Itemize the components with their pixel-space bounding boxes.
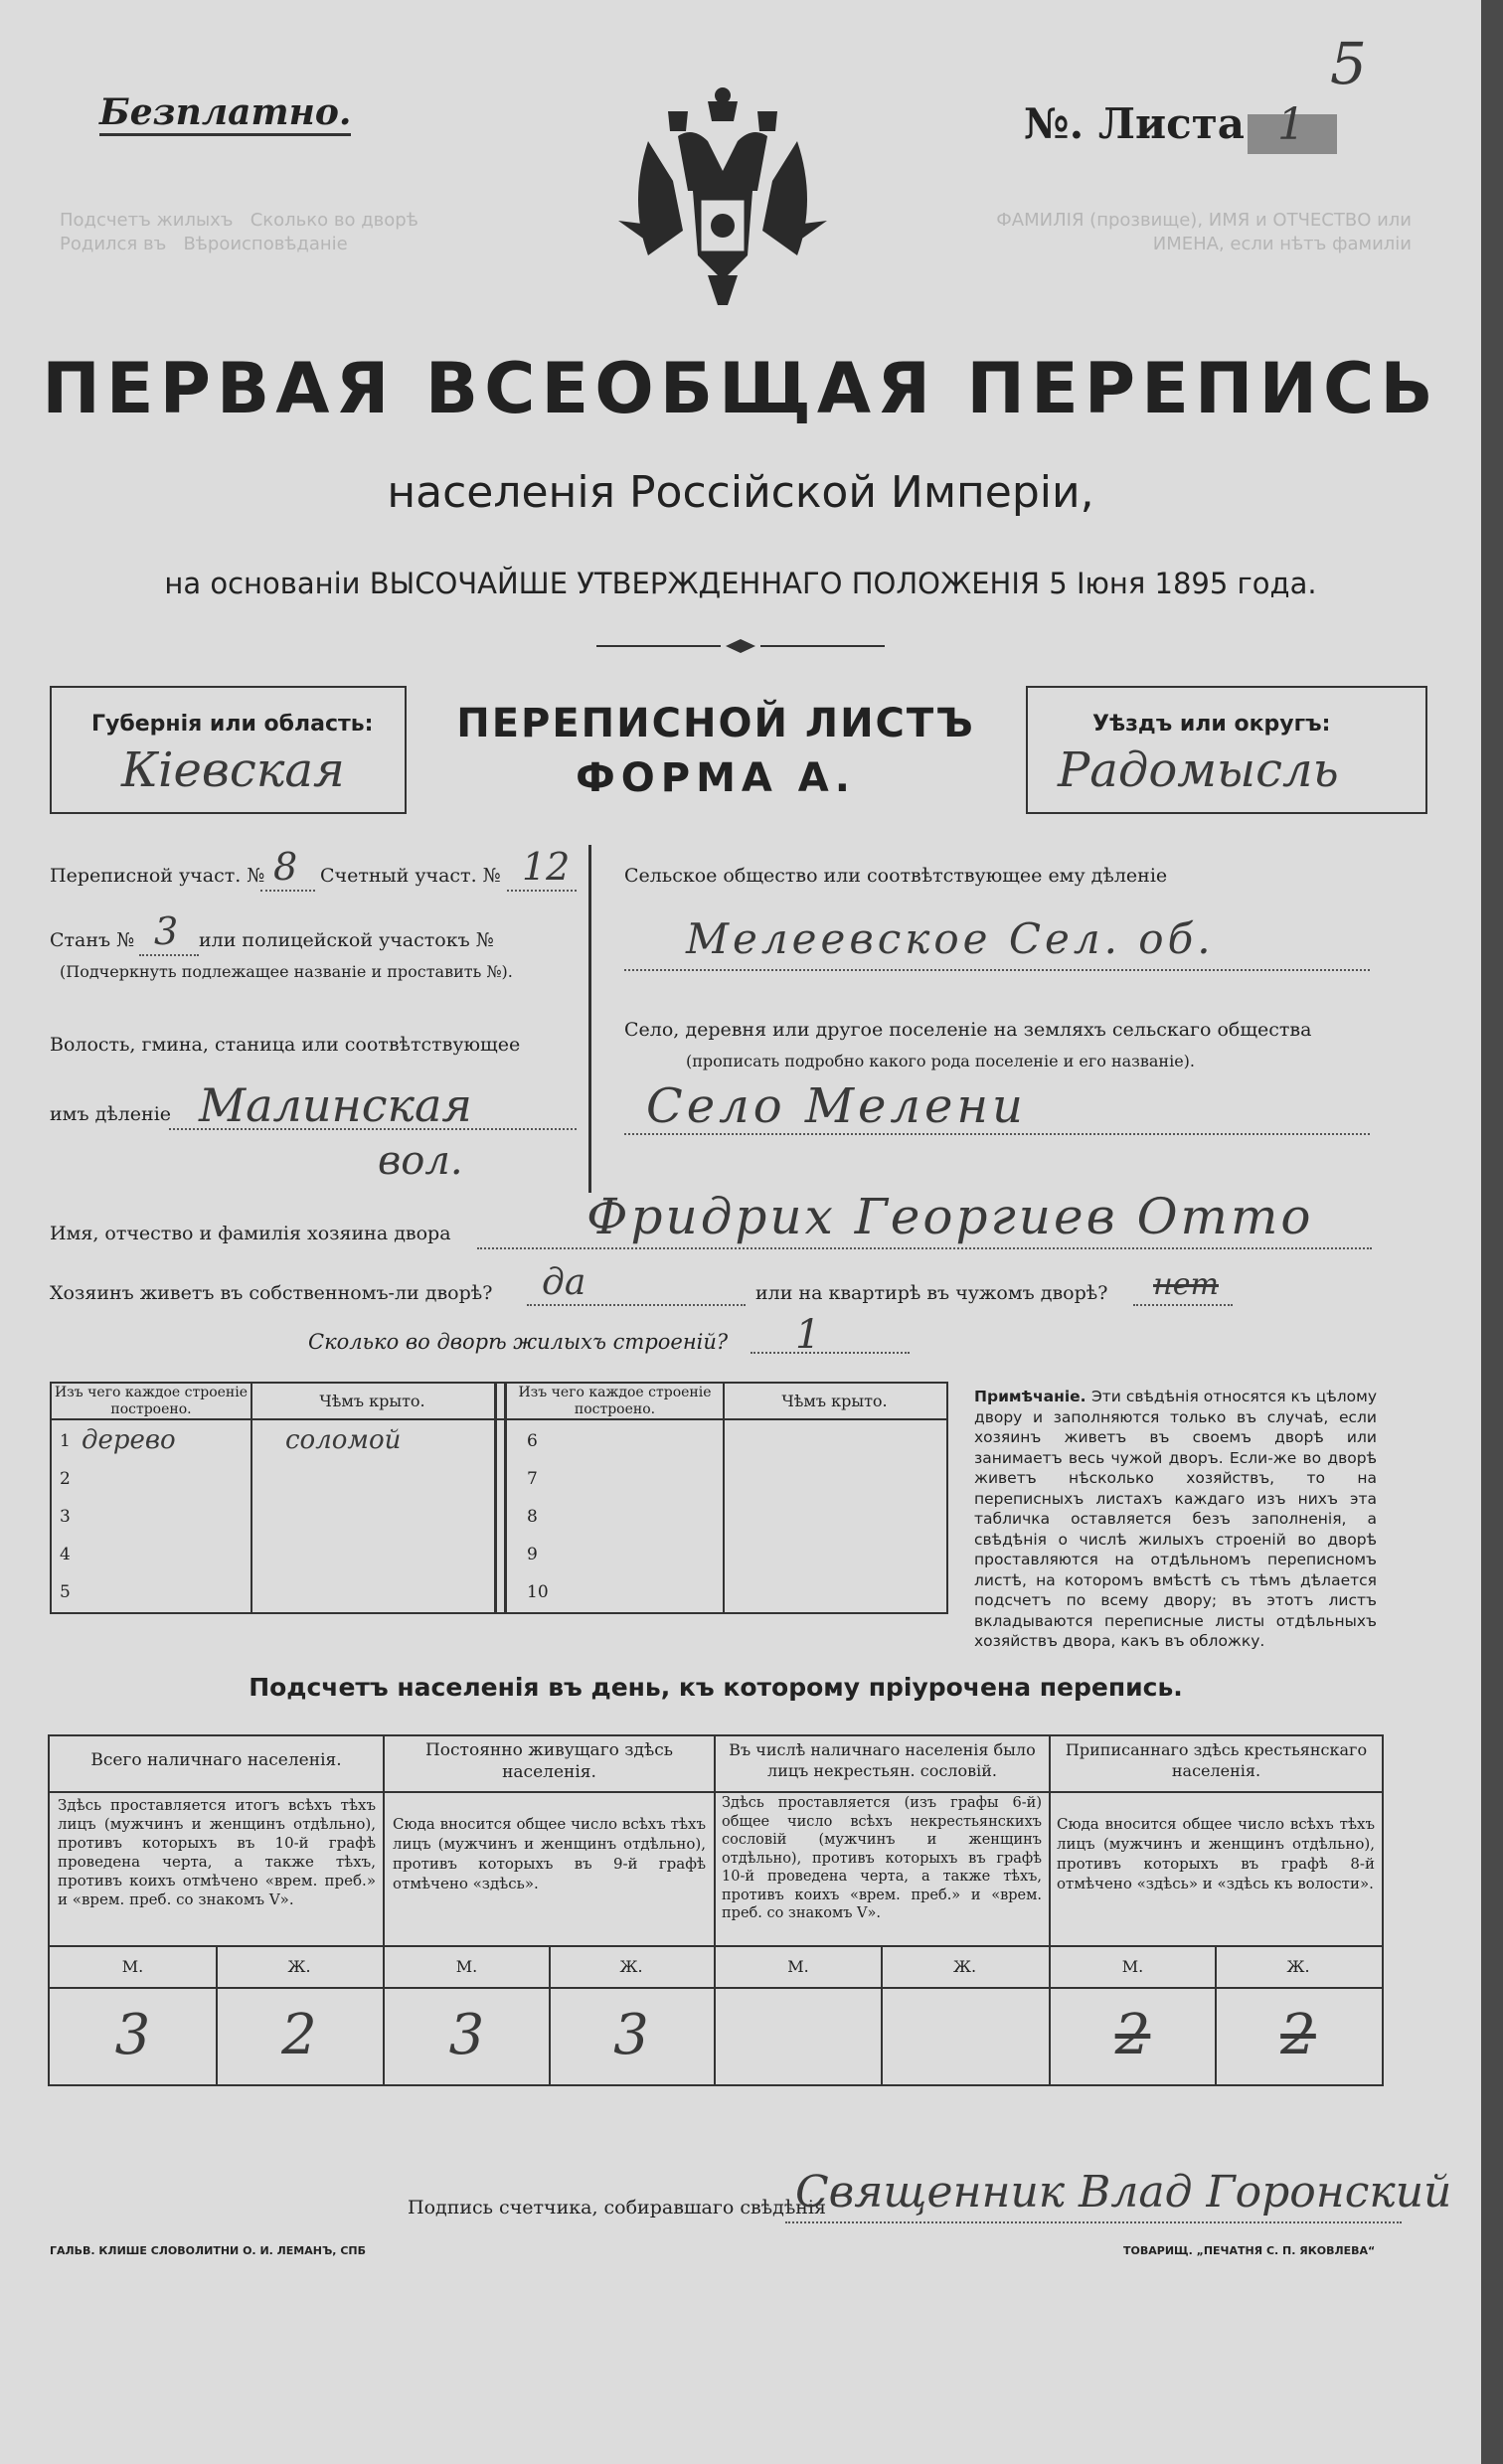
free-label: Безплатно. (99, 91, 351, 136)
pop-col3-title: Въ числѣ наличнаго населенія было лицъ некрестьян. сословій. (729, 1740, 1036, 1780)
pop-col1-m-value: 3 (114, 2003, 151, 2067)
imperial-eagle-emblem (608, 82, 837, 310)
pop-col2-m-label: М. (455, 1957, 478, 1976)
province-label: Губернія или область: (91, 712, 374, 737)
volost-value-2: вол. (378, 1138, 463, 1184)
village-note: (прописать подробно какого рода поселеніе и его названіе). (686, 1052, 1195, 1070)
form-subtitle: ФОРМА А. (576, 755, 856, 801)
pop-col4-title: Приписаннаго здѣсь крестьянскаго населенія. (1065, 1740, 1368, 1780)
column-divider (588, 845, 591, 1193)
main-title: ПЕРВАЯ ВСЕОБЩАЯ ПЕРЕПИСЬ (42, 348, 1439, 429)
count-section-label: Счетный участ. № (320, 865, 501, 887)
note-block (974, 1387, 1377, 1652)
sheet-number-value: 1 (1277, 99, 1305, 150)
pop-col3-desc: Здѣсь проставляется (изъ графы 6-й) общее число всѣхъ некрестьянскихъ сословій (мужчинъ и женщинъ отдѣльно), противъ которыхъ въ графѣ 10-й проведена черта, а также тѣхъ, противъ коихъ «врем. преб.» и «врем. преб. со знакомъ V». (722, 1795, 1042, 1921)
pop-col1-title: Всего наличнаго населенія. (90, 1750, 342, 1770)
legal-basis: на основаніи ВЫСОЧАЙШЕ УТВЕРЖДЕННАГО ПОЛОЖЕНІЯ 5 Іюня 1895 года. (164, 567, 1317, 600)
pop-col2-f-label: Ж. (619, 1957, 643, 1976)
stan-suffix: или полицейской участокъ № (199, 929, 494, 951)
table-row: 5 (60, 1582, 71, 1602)
form-title: ПЕРЕПИСНОЙ ЛИСТЪ (456, 701, 975, 746)
pop-col3-f-label: Ж. (952, 1957, 977, 1976)
pop-col2-m-value: 3 (448, 2003, 485, 2067)
population-table (48, 1734, 1384, 2086)
table-row: 10 (527, 1582, 549, 1602)
signature-label: Подпись счетчика, собиравшаго свѣдѣнія (408, 2197, 826, 2218)
stan-note: (Подчеркнуть подлежащее названіе и проставить №). (60, 962, 513, 981)
note-heading: Примѣчаніе. (974, 1388, 1086, 1405)
pop-col3-m-label: М. (787, 1957, 809, 1976)
district-label: Уѣздъ или округъ: (1092, 712, 1331, 737)
pop-col1-f-value: 2 (281, 2003, 317, 2067)
buildings-value: 1 (795, 1312, 821, 1358)
bleed-through-text: Подсчетъ жилыхъ Сколько во дворѣ Родился въ Вѣроисповѣданіе (60, 210, 430, 254)
table-row: 7 (527, 1469, 538, 1489)
buildings-rows-right (507, 1423, 946, 1612)
buildings-header-roof-2: Чѣмъ крыто. (781, 1392, 888, 1410)
rent-value: нет (1153, 1267, 1219, 1302)
district-box (1026, 686, 1427, 814)
society-value: Мелеевское Сел. об. (686, 914, 1215, 963)
table-row: 1 дерево соломой (60, 1425, 402, 1455)
page-edge (1481, 0, 1503, 2464)
pop-col4-f-value: 2 (1280, 2003, 1316, 2067)
own-yard-value: да (542, 1262, 586, 1303)
stan-value: 3 (154, 909, 179, 953)
roof-cell: соломой (285, 1425, 402, 1455)
pop-col4-desc: Сюда вносится общее число всѣхъ тѣхъ лицъ (мужчинъ и женщинъ отдѣльно), противъ которыхъ въ графѣ 8-й отмѣчено «здѣсь» и «здѣсь къ волости». (1057, 1815, 1375, 1892)
buildings-header-roof: Чѣмъ крыто. (319, 1392, 425, 1410)
pop-col2-desc: Сюда вносится общее число всѣхъ тѣхъ лицъ (мужчинъ и женщинъ отдѣльно), противъ которыхъ въ 9-й графѣ отмѣчено «здѣсь». (393, 1815, 706, 1892)
buildings-header-material-2: Изъ чего каждое строеніе построено. (518, 1385, 712, 1417)
table-row: 8 (527, 1507, 538, 1527)
own-yard-label: Хозяинъ живетъ въ собственномъ-ли дворѣ? (50, 1282, 493, 1304)
pop-col4-m-value: 2 (1114, 2003, 1151, 2067)
footer-left: ГАЛЬВ. КЛИШЕ СЛОВОЛИТНИ О. И. ЛЕМАНЪ, СПБ (50, 2244, 366, 2257)
corner-number: 5 (1330, 30, 1367, 97)
note-text: Эти свѣдѣнія относятся къ цѣлому двору и заполняются только въ случаѣ, если хозяинъ живетъ въ своемъ дворѣ или занимаетъ весь чужой дворъ. Если-же во дворѣ живетъ нѣсколько хозяйствъ, то на переписныхъ листахъ каждаго изъ нихъ эта табличка оставляется безъ заполненія, а свѣдѣнія о числѣ жилыхъ строеній во дворѣ проставляются на отдѣльномъ переписномъ листѣ, на которомъ вмѣстѣ съ тѣмъ дѣлается подсчетъ по всему двору; въ этотъ листъ вкладываются переписные листы отдѣльныхъ хозяйствъ двора, какъ въ обложку. (974, 1388, 1377, 1650)
footer-right: ТОВАРИЩ. „ПЕЧАТНЯ С. П. ЯКОВЛЕВА“ (1123, 2244, 1376, 2257)
count-section-value: 12 (522, 845, 571, 889)
volost-label: Волость, гмина, станица или соотвѣтствующее (50, 1034, 521, 1056)
buildings-table (50, 1382, 948, 1614)
pop-col1-m-label: М. (121, 1957, 144, 1976)
village-label: Село, деревня или другое поселеніе на земляхъ сельскаго общества (624, 1019, 1312, 1041)
signature-value: Священник Влад Горонский (795, 2167, 1452, 2218)
pop-col2-title: Постоянно живущаго здѣсь населенія. (424, 1740, 674, 1782)
society-label: Сельское общество или соотвѣтствующее ему дѣленіе (624, 865, 1168, 887)
population-heading: Подсчетъ населенія въ день, къ которому пріурочена перепись. (249, 1673, 1183, 1702)
volost-value: Малинская (199, 1078, 472, 1132)
village-value: Село Мелени (646, 1078, 1027, 1134)
district-value: Радомысль (1058, 742, 1339, 798)
table-row: 4 (60, 1545, 71, 1564)
table-row: 9 (527, 1545, 538, 1564)
buildings-label: Сколько во дворѣ жилыхъ строеній? (308, 1330, 729, 1354)
owner-name-label: Имя, отчество и фамилія хозяина двора (50, 1223, 451, 1244)
table-row: 6 (527, 1431, 538, 1451)
rent-label: или на квартирѣ въ чужомъ дворѣ? (755, 1282, 1108, 1304)
buildings-rows-left (52, 1423, 494, 1612)
census-section-label: Переписной участ. № (50, 865, 265, 887)
table-row: 2 (60, 1469, 71, 1489)
census-section-value: 8 (273, 845, 298, 889)
pop-col2-f-value: 3 (613, 2003, 649, 2067)
sheet-number-label: №. Листа (1024, 99, 1245, 148)
subtitle: населенія Россійской Имперіи, (387, 467, 1094, 518)
stan-label: Станъ № (50, 929, 135, 951)
owner-name-value: Фридрих Георгиев Отто (586, 1188, 1314, 1245)
province-value: Кіевская (121, 742, 345, 798)
decorative-divider (596, 636, 885, 656)
volost-label-2: имъ дѣленіе (50, 1103, 172, 1125)
province-box (50, 686, 407, 814)
material-cell: дерево (82, 1425, 176, 1455)
pop-col1-f-label: Ж. (287, 1957, 311, 1976)
bleed-through-text-right: ФАМИЛІЯ (прозвище), ИМЯ и ОТЧЕСТВО или ИМЕНА, если нѣтъ фамиліи (996, 210, 1412, 254)
table-row: 3 (60, 1507, 71, 1527)
pop-col4-f-label: Ж. (1286, 1957, 1310, 1976)
pop-col1-desc: Здѣсь проставляется итогъ всѣхъ тѣхъ лицъ (мужчинъ и женщинъ отдѣльно), противъ которыхъ въ 10-й графѣ проведена черта, а также тѣхъ, противъ коихъ отмѣчено «врем. преб.» и «врем. преб. со знакомъ V». (58, 1796, 376, 1908)
buildings-header-material: Изъ чего каждое строеніе построено. (54, 1385, 249, 1417)
pop-col4-m-label: М. (1121, 1957, 1144, 1976)
